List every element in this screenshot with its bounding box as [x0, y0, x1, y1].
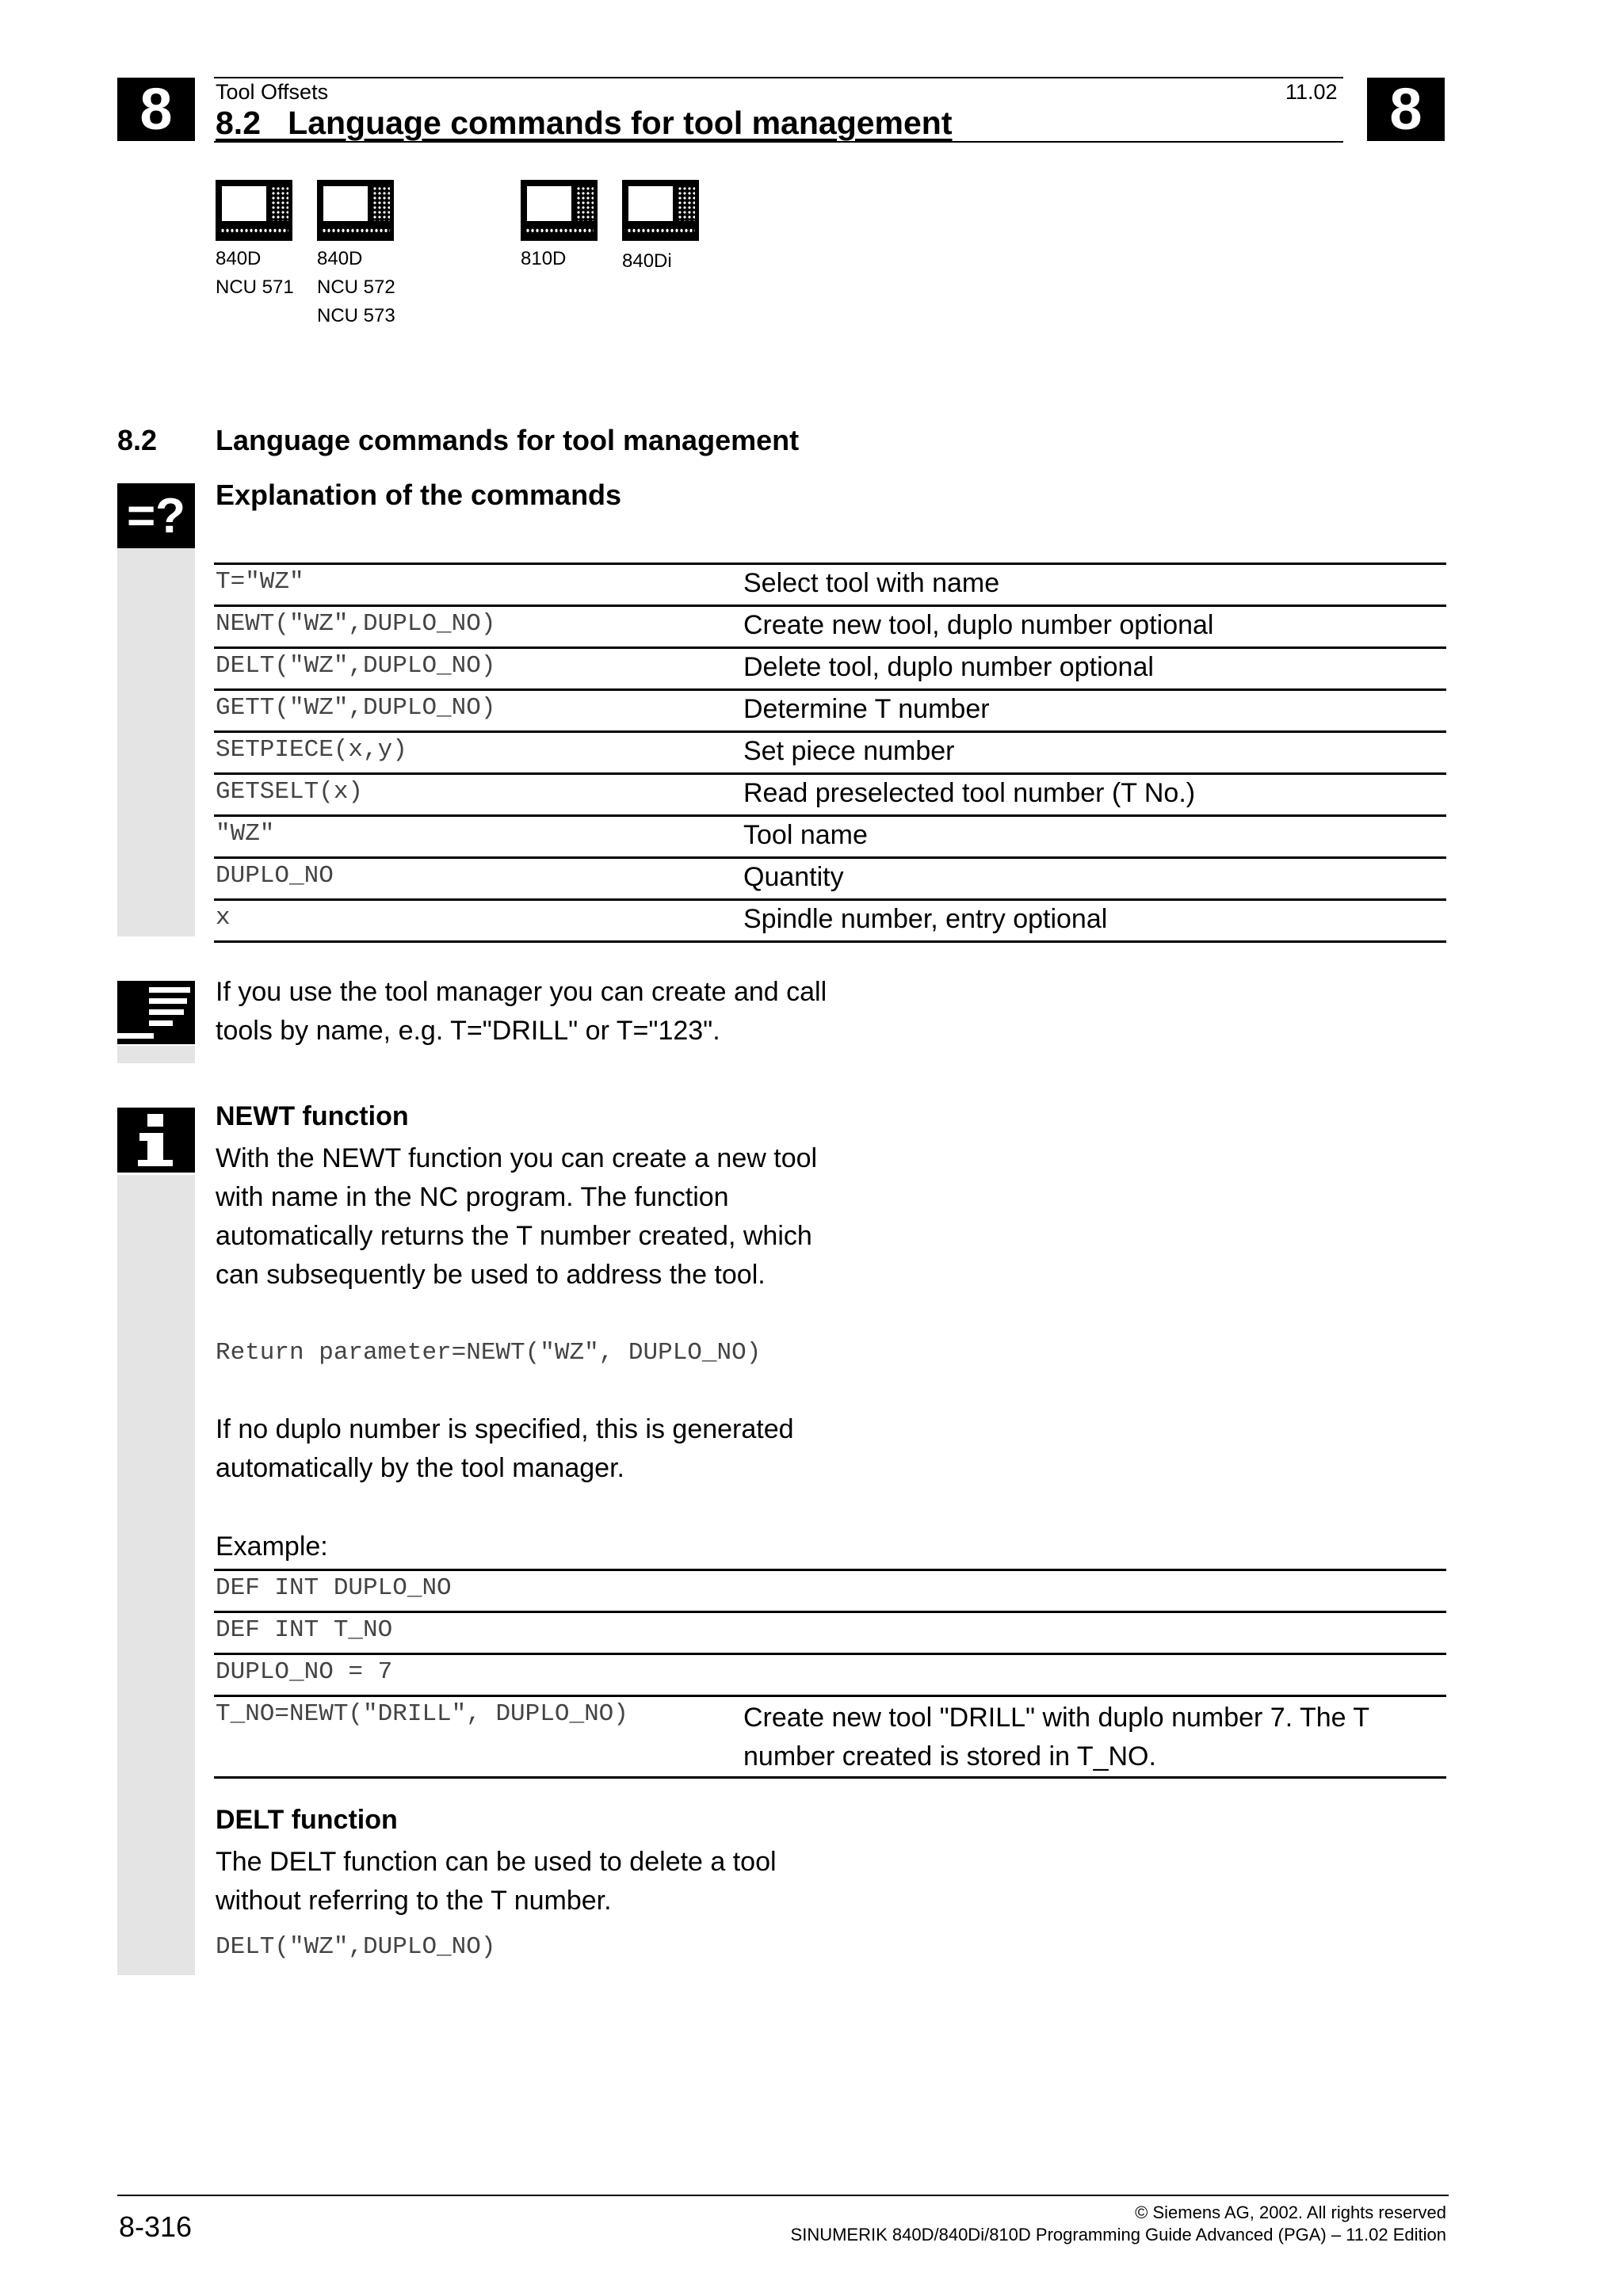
- table-row: [214, 1697, 1446, 1779]
- control-label-840di: 840Di: [622, 250, 672, 272]
- control-panel-icon: [622, 180, 699, 241]
- margin-bar: [117, 1175, 195, 1975]
- header-top-rule: [214, 77, 1343, 78]
- table-row: [214, 1655, 1446, 1697]
- table-row: [214, 859, 1446, 901]
- control-label-840d-ncu571: 840D NCU 571: [216, 248, 294, 298]
- control-panel-icon: [216, 180, 292, 241]
- command-cell: GETT("WZ",DUPLO_NO): [216, 694, 496, 722]
- newt-heading: NEWT function: [216, 1101, 409, 1131]
- description-cell: Read preselected tool number (T No.): [743, 778, 1196, 808]
- example-table: [214, 1569, 1446, 1779]
- table-row: [214, 817, 1446, 859]
- command-cell: SETPIECE(x,y): [216, 736, 407, 764]
- table-row: [214, 649, 1446, 691]
- section-title: Language commands for tool management: [216, 424, 800, 456]
- code-cell: T_NO=NEWT("DRILL", DUPLO_NO): [216, 1700, 628, 1728]
- control-panel-icon: [317, 180, 394, 241]
- code-cell: DEF INT T_NO: [216, 1616, 393, 1644]
- code-cell: DUPLO_NO = 7: [216, 1658, 393, 1686]
- table-row: [214, 565, 1446, 607]
- description-cell: Determine T number: [743, 694, 990, 724]
- description-cell: Spindle number, entry optional: [743, 904, 1108, 934]
- footer-copyright: © Siemens AG, 2002. All rights reserved: [1135, 2203, 1446, 2222]
- info-icon: [117, 1108, 195, 1173]
- description-cell: Tool name: [743, 820, 868, 850]
- table-row: [214, 1613, 1446, 1655]
- table-row: [214, 775, 1446, 817]
- description-cell: Create new tool, duplo number optional: [743, 610, 1214, 640]
- command-cell: DUPLO_NO: [216, 862, 334, 890]
- chapter-badge-right: 8: [1367, 78, 1445, 141]
- table-row: [214, 1571, 1446, 1613]
- command-cell: x: [216, 904, 231, 932]
- description-cell: Create new tool "DRILL" with duplo number 7. The T number created is stored in T_NO.: [743, 1703, 1369, 1772]
- command-cell: "WZ": [216, 820, 275, 848]
- header-section-label: Tool Offsets: [216, 80, 329, 104]
- header-bottom-rule: [214, 141, 1343, 143]
- explanation-icon: =?: [117, 483, 195, 548]
- footer-product: SINUMERIK 840D/840Di/810D Programming Guide Advanced (PGA) – 11.02 Edition: [790, 2225, 1446, 2245]
- section-number: 8.2: [117, 424, 158, 456]
- margin-bar: [117, 548, 195, 936]
- control-label-840d-ncu572: 840D NCU 572 NCU 573: [317, 248, 395, 326]
- hand-pointer-icon: [117, 981, 195, 1044]
- note-text: If you use the tool manager you can create and call tools by name, e.g. T="DRILL" or T="123".: [216, 977, 827, 1046]
- description-cell: Select tool with name: [743, 568, 1000, 598]
- command-cell: GETSELT(x): [216, 778, 364, 806]
- delt-description: The DELT function can be used to delete a tool without referring to the T number.: [216, 1847, 777, 1916]
- table-row: [214, 733, 1446, 775]
- code-cell: DEF INT DUPLO_NO: [216, 1574, 452, 1602]
- footer-rule: [117, 2195, 1449, 2196]
- example-label: Example:: [216, 1531, 328, 1562]
- command-cell: DELT("WZ",DUPLO_NO): [216, 652, 496, 680]
- description-cell: Set piece number: [743, 736, 955, 766]
- table-row: [214, 691, 1446, 733]
- table-row: [214, 607, 1446, 649]
- chapter-badge-left: 8: [117, 78, 195, 141]
- delt-syntax: DELT("WZ",DUPLO_NO): [216, 1933, 496, 1961]
- newt-description: With the NEWT function you can create a new tool with name in the NC program. The function automatically returns the T number created, which can subsequently be used to address the tool.: [216, 1143, 818, 1290]
- description-cell: Delete tool, duplo number optional: [743, 652, 1154, 682]
- commands-table: [214, 563, 1446, 943]
- delt-heading: DELT function: [216, 1805, 398, 1835]
- header-title: 8.2 Language commands for tool management: [216, 105, 953, 141]
- newt-auto-note: If no duplo number is specified, this is generated automatically by the tool manager.: [216, 1414, 794, 1483]
- control-label-810d: 810D: [521, 248, 567, 269]
- subsection-title: Explanation of the commands: [216, 479, 622, 511]
- newt-syntax: Return parameter=NEWT("WZ", DUPLO_NO): [216, 1339, 762, 1367]
- description-cell: Quantity: [743, 862, 844, 892]
- margin-bar: [117, 1046, 195, 1063]
- header-edition: 11.02: [1285, 80, 1338, 104]
- table-row: [214, 901, 1446, 943]
- command-cell: T="WZ": [216, 568, 304, 596]
- control-panel-icon: [521, 180, 598, 241]
- page-number: 8-316: [119, 2210, 193, 2243]
- command-cell: NEWT("WZ",DUPLO_NO): [216, 610, 496, 638]
